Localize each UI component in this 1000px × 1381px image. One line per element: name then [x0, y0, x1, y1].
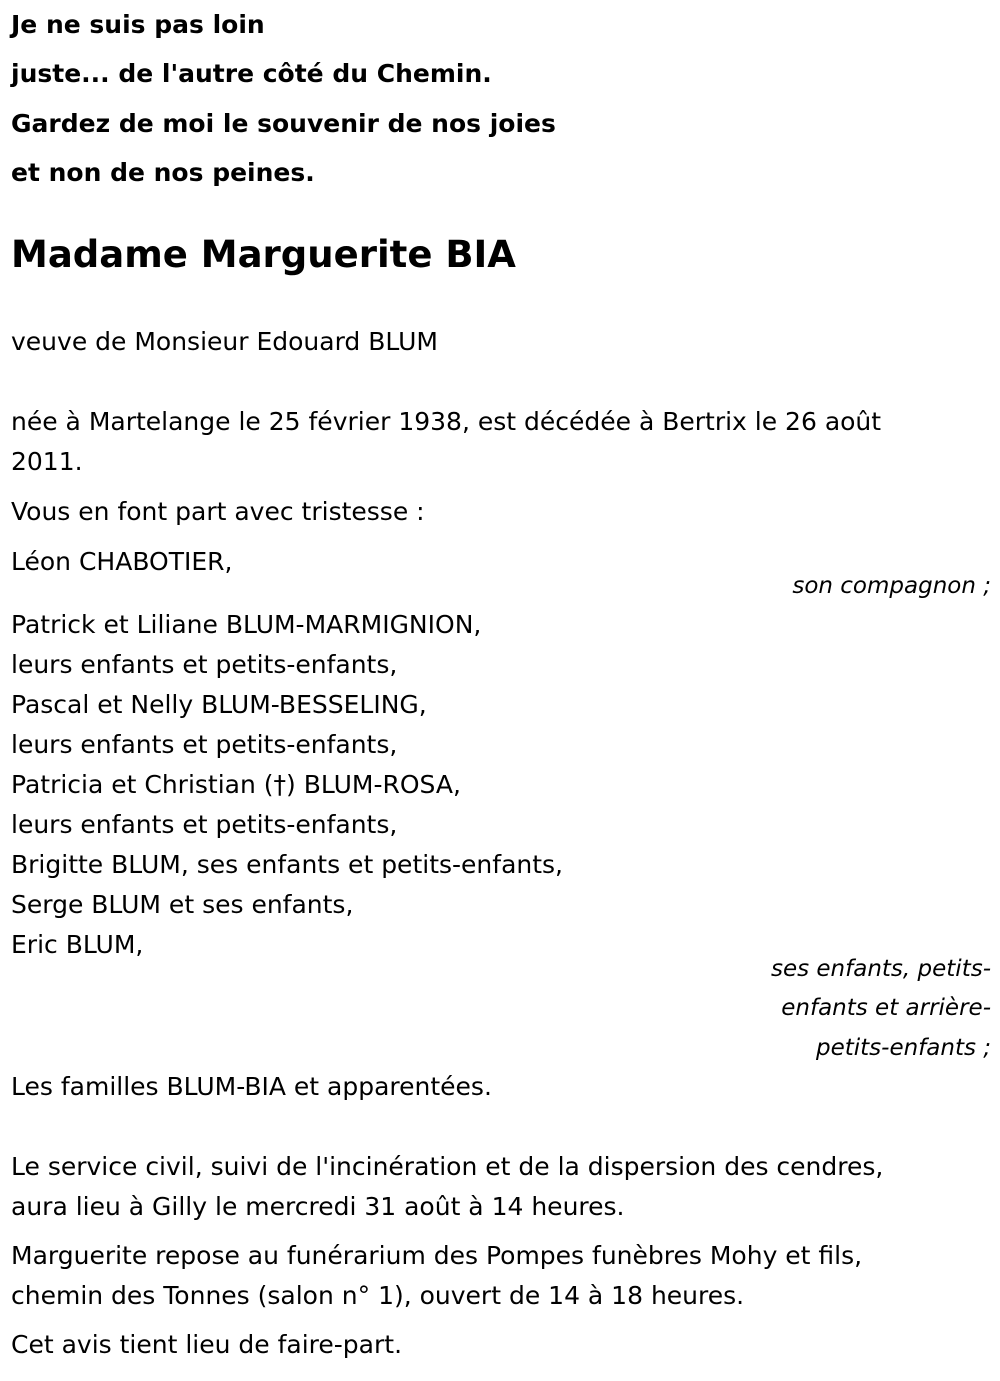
children-line: leurs enfants et petits-enfants, — [11, 730, 398, 759]
widow-of: veuve de Monsieur Edouard BLUM — [11, 327, 438, 356]
children-relation-line: enfants et arrière- — [781, 995, 991, 1021]
service-line-2: aura lieu à Gilly le mercredi 31 août à 14 heures. — [11, 1192, 625, 1221]
children-relation-line: ses enfants, petits- — [770, 956, 991, 982]
obituary-notice — [11, 0, 991, 1381]
poem-line-2: juste... de l'autre côté du Chemin. — [11, 59, 492, 88]
children-line: leurs enfants et petits-enfants, — [11, 650, 398, 679]
companion-relation: son compagnon ; — [792, 573, 991, 599]
funerarium-line-2: chemin des Tonnes (salon n° 1), ouvert de 14 à 18 heures. — [11, 1281, 745, 1310]
children-line: Patrick et Liliane BLUM-MARMIGNION, — [11, 610, 482, 639]
poem-line-1: Je ne suis pas loin — [11, 10, 265, 39]
children-line: Patricia et Christian (†) BLUM-ROSA, — [11, 770, 461, 799]
funerarium-line-1: Marguerite repose au funérarium des Pompes funèbres Mohy et fils, — [11, 1241, 863, 1270]
children-line: Eric BLUM, — [11, 930, 144, 959]
deceased-name: Madame Marguerite BIA — [11, 233, 516, 276]
children-line: Brigitte BLUM, ses enfants et petits-enfants, — [11, 850, 564, 879]
service-line-1: Le service civil, suivi de l'incinération et de la dispersion des cendres, — [11, 1152, 884, 1181]
birth-death-line-2: 2011. — [11, 447, 83, 476]
companion-name: Léon CHABOTIER, — [11, 547, 233, 576]
children-line: leurs enfants et petits-enfants, — [11, 810, 398, 839]
families-line: Les familles BLUM-BIA et apparentées. — [11, 1072, 492, 1101]
poem-line-4: et non de nos peines. — [11, 158, 315, 187]
closing-line: Cet avis tient lieu de faire-part. — [11, 1330, 403, 1359]
children-line: Pascal et Nelly BLUM-BESSELING, — [11, 690, 427, 719]
announcement-intro: Vous en font part avec tristesse : — [11, 497, 425, 526]
poem-line-3: Gardez de moi le souvenir de nos joies — [11, 109, 556, 138]
birth-death-line-1: née à Martelange le 25 février 1938, est décédée à Bertrix le 26 août — [11, 407, 882, 436]
children-relation-line: petits-enfants ; — [815, 1035, 991, 1061]
children-line: Serge BLUM et ses enfants, — [11, 890, 354, 919]
